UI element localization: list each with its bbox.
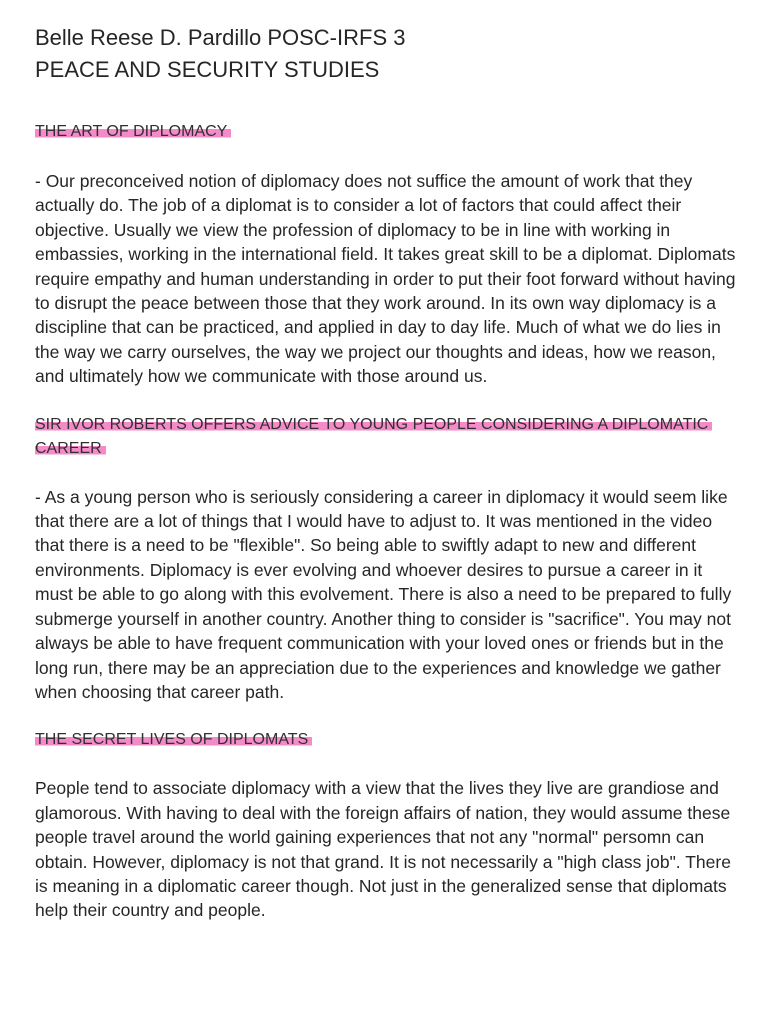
highlighted-heading-text: THE ART OF DIPLOMACY [35,123,231,140]
section-heading [35,413,738,461]
highlighted-heading-text: SIR IVOR ROBERTS OFFERS ADVICE TO YOUNG PEOPLE CONSIDERING A DIPLOMATIC CAREER [35,416,712,457]
section-ivor-roberts-advice [35,413,738,705]
course-title: PEACE AND SECURITY STUDIES [35,57,380,82]
section-heading [35,728,738,752]
section-paragraph: - As a young person who is seriously considering a career in diplomacy it would seem like that there are a lot of things that I would have to adjust to. It was mentioned in the video that there is a need to be "flexible". So being able to swiftly adapt to new and different environments. Diplomacy is ever evolving and whoever desires to pursue a career in it must be able to go along with this evolvement. There is also a need to be prepared to fully submerge yourself in another country. Another thing to consider is "sacrifice". You may not always be able to have frequent communication with your loved ones or friends but in the long run, there may be an appreciation due to the experiences and knowledge we gather when choosing that career path. [35,486,732,702]
section-art-of-diplomacy [35,120,738,389]
author-line: Belle Reese D. Pardillo POSC-IRFS 3 [35,25,406,50]
section-heading [35,120,738,144]
section-secret-lives-of-diplomats [35,728,738,922]
highlighted-heading-text: THE SECRET LIVES OF DIPLOMATS [35,731,312,748]
section-paragraph: People tend to associate diplomacy with a view that the lives they live are grandiose and glamorous. With having to deal with the foreign affairs of nation, they would assume these people travel around the world gaining experiences that not any "normal" persomn can obtain. However, diplomacy is not that grand. It is not necessarily a "high class job". There is meaning in a diplomatic career though. Not just in the generalized sense that diplomats help their country and people. [35,778,731,921]
section-paragraph: - Our preconceived notion of diplomacy does not suffice the amount of work that they actually do. The job of a diplomat is to consider a lot of factors that could affect their objective. Usually we view the profession of diplomacy to be in line with working in embassies, working in the international field. It takes great skill to be a diplomat. Diplomats require empathy and human understanding in order to put their foot forward without having to disrupt the peace between those that they work around. In its own way diplomacy is a discipline that can be practiced, and applied in day to day life. Much of what we do lies in the way we carry ourselves, the way we project our thoughts and ideas, how we reason, and ultimately how we communicate with those around us. [35,171,736,387]
